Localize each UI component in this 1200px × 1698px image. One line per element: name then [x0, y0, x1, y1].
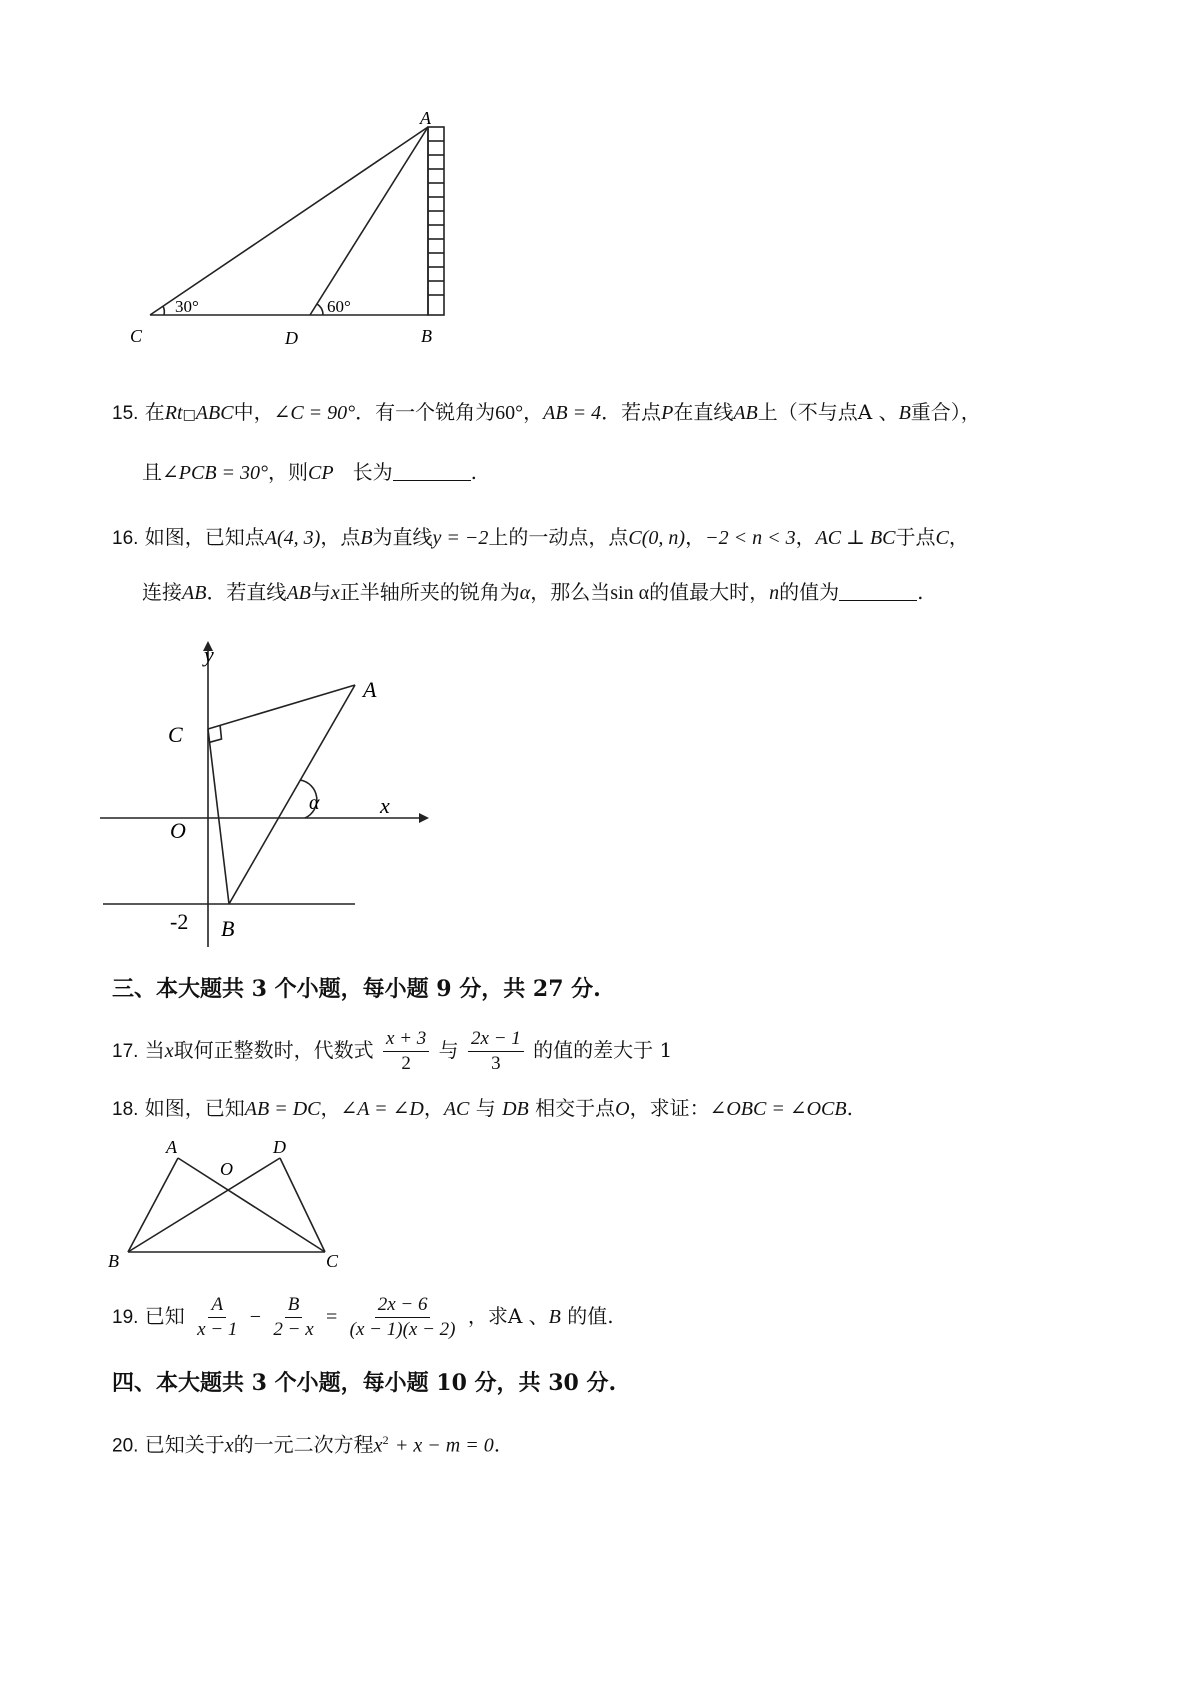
question-18 [112, 1094, 853, 1124]
operator: = [326, 1306, 338, 1328]
math: + x − m = 0 [394, 1434, 494, 1457]
math: C(0, n) [628, 527, 686, 549]
fraction [468, 1027, 524, 1076]
text: 中， [233, 400, 274, 424]
question-19 [112, 1288, 614, 1346]
math: AB [733, 402, 758, 424]
question-16-line-1 [112, 523, 969, 553]
text: 在直线 [673, 400, 734, 424]
math: C [935, 527, 949, 549]
figure-ladder-triangle [130, 110, 460, 350]
question-17 [112, 1022, 672, 1080]
label-b: B [221, 916, 235, 941]
math: O [615, 1098, 630, 1120]
text: 如图，已知 [144, 1096, 245, 1120]
segment-db [128, 1158, 280, 1252]
angle-arc-d [317, 304, 323, 315]
text: 如图，已知点 [144, 525, 265, 549]
operator: − [249, 1306, 262, 1328]
text: . [470, 460, 478, 484]
question-number: 15. [112, 403, 139, 424]
label-c: C [168, 722, 183, 747]
text: 的值最大时， [649, 580, 770, 604]
denominator: 2 − x [273, 1319, 314, 1340]
text: 已知关于 [144, 1432, 225, 1457]
denominator: (x − 1)(x − 2) [349, 1319, 456, 1340]
label-d: D [273, 1137, 286, 1157]
math: ABC [195, 402, 234, 424]
text: ，则 [268, 460, 309, 484]
text: 相交于点 [535, 1096, 616, 1120]
label-o: O [220, 1159, 233, 1179]
text: 的值为 [779, 580, 840, 604]
question-number: 16. [112, 528, 139, 549]
question-number: 20. [112, 1435, 139, 1457]
math: 60° [495, 402, 524, 424]
math: A(4, 3) [264, 527, 321, 549]
math: B [548, 1306, 561, 1328]
math: AC [443, 1098, 470, 1120]
text: ．若直线 [206, 580, 287, 604]
question-20 [112, 1426, 500, 1461]
text: 在 [144, 400, 165, 424]
math: P [661, 402, 674, 424]
question-15-line-1 [112, 398, 981, 429]
label-angle-60: 60° [327, 297, 351, 316]
text: . [493, 1432, 501, 1457]
math: y = −2 [432, 527, 489, 549]
text: ．有一个锐角为 [355, 400, 496, 424]
label-angle-30: 30° [175, 297, 199, 316]
text: 连接 [142, 580, 182, 604]
text: 于点 [895, 525, 936, 549]
numerator: 2x − 6 [375, 1293, 431, 1318]
text: ，求A 、 [467, 1304, 549, 1328]
text: 取何正整数时，代数式 [173, 1038, 374, 1062]
text: ， [685, 525, 706, 549]
text: ，点 [320, 525, 361, 549]
text: ， [523, 400, 544, 424]
segment-ca [150, 127, 428, 315]
math: x [373, 1434, 383, 1457]
math: sin α [610, 582, 650, 604]
text: 为直线 [372, 525, 433, 549]
label-x: x [380, 793, 390, 818]
text: ， [423, 1096, 444, 1120]
text: ， [795, 525, 816, 549]
segment-cb [208, 729, 229, 904]
label-y: y [204, 642, 214, 667]
question-16-line-2 [142, 578, 923, 607]
denominator: 3 [491, 1053, 501, 1074]
denominator: 2 [401, 1053, 411, 1074]
math: ∠OBC = ∠OCB [709, 1098, 847, 1120]
math: −2 < n < 3 [705, 527, 796, 549]
text: 正半轴所夹的锐角为 [339, 580, 520, 604]
math: x [224, 1434, 234, 1457]
text: 长为 [352, 460, 393, 484]
math: AB [182, 582, 207, 604]
segment-ab [128, 1158, 178, 1252]
angle-arc-c [163, 306, 164, 315]
text: 的值. [567, 1304, 614, 1328]
label-a: A [166, 1137, 177, 1157]
text: ， [948, 525, 969, 549]
math: ∠A = ∠D [340, 1098, 424, 1120]
superscript: 2 [382, 1433, 389, 1447]
missing-glyph-box: □ [182, 407, 196, 423]
text: 的值的差大于 1 [533, 1038, 673, 1062]
numerator: A [208, 1293, 226, 1318]
text: . [917, 580, 924, 604]
segment-da [310, 127, 428, 315]
label-c: C [326, 1251, 339, 1270]
label-o: O [170, 818, 186, 843]
figure-crossed-triangles [100, 1130, 350, 1270]
text: ， [320, 1096, 341, 1120]
label-d: D [285, 328, 298, 348]
label-neg2: -2 [170, 909, 189, 934]
numerator: 2x − 1 [468, 1027, 524, 1052]
math: ∠C = 90° [273, 402, 356, 424]
question-number: 19. [112, 1307, 139, 1328]
math: x [164, 1040, 174, 1062]
label-alpha: α [309, 792, 320, 814]
math: B [360, 527, 373, 549]
text: 与 [310, 580, 331, 604]
text: 重合）， [910, 400, 981, 424]
text: 上（不与点A 、 [757, 400, 899, 424]
math: α [519, 582, 531, 604]
text: ，那么当 [530, 580, 611, 604]
ladder-rungs [428, 141, 444, 295]
text: 已知 [144, 1304, 185, 1328]
answer-blank [839, 580, 917, 601]
fraction [270, 1293, 316, 1342]
numerator: B [285, 1293, 303, 1318]
math: ∠PCB = 30° [162, 462, 269, 484]
question-number: 18. [112, 1099, 139, 1120]
text: . [846, 1096, 853, 1120]
math: AB [286, 582, 311, 604]
math: x [330, 582, 340, 604]
section-4-heading: 四、本大题共 3 个小题，每小题 10 分，共 30 分. [112, 1370, 617, 1396]
label-a: A [420, 110, 431, 128]
label-b: B [421, 326, 432, 346]
math: CP [308, 462, 334, 484]
answer-blank [393, 460, 471, 481]
text: 与 [475, 1096, 496, 1120]
section-3-heading: 三、本大题共 3 个小题，每小题 9 分，共 27 分. [112, 976, 601, 1002]
label-c: C [130, 326, 143, 346]
fraction [194, 1293, 240, 1342]
text: 的一元二次方程 [233, 1432, 374, 1457]
figure-coordinate-plane [100, 635, 440, 955]
math: B [898, 402, 911, 424]
text: 与 [438, 1038, 459, 1062]
fraction [347, 1293, 459, 1342]
math: Rt [164, 402, 183, 424]
label-b: B [108, 1251, 119, 1270]
text: ．若点 [601, 400, 662, 424]
label-a: A [363, 677, 377, 702]
math: AB = 4 [543, 402, 602, 424]
math: DB [502, 1098, 529, 1120]
math: n [769, 582, 780, 604]
text: 当 [144, 1038, 165, 1062]
text: 且 [142, 460, 162, 484]
text: 上的一动点，点 [488, 525, 629, 549]
math: AC ⊥ BC [815, 527, 896, 549]
question-number: 17. [112, 1041, 139, 1062]
fraction [383, 1027, 429, 1076]
question-15-line-2 [142, 458, 477, 487]
math: AB = DC [244, 1098, 321, 1120]
denominator: x − 1 [197, 1319, 238, 1340]
numerator: x + 3 [383, 1027, 429, 1052]
text: ，求证： [629, 1096, 710, 1120]
